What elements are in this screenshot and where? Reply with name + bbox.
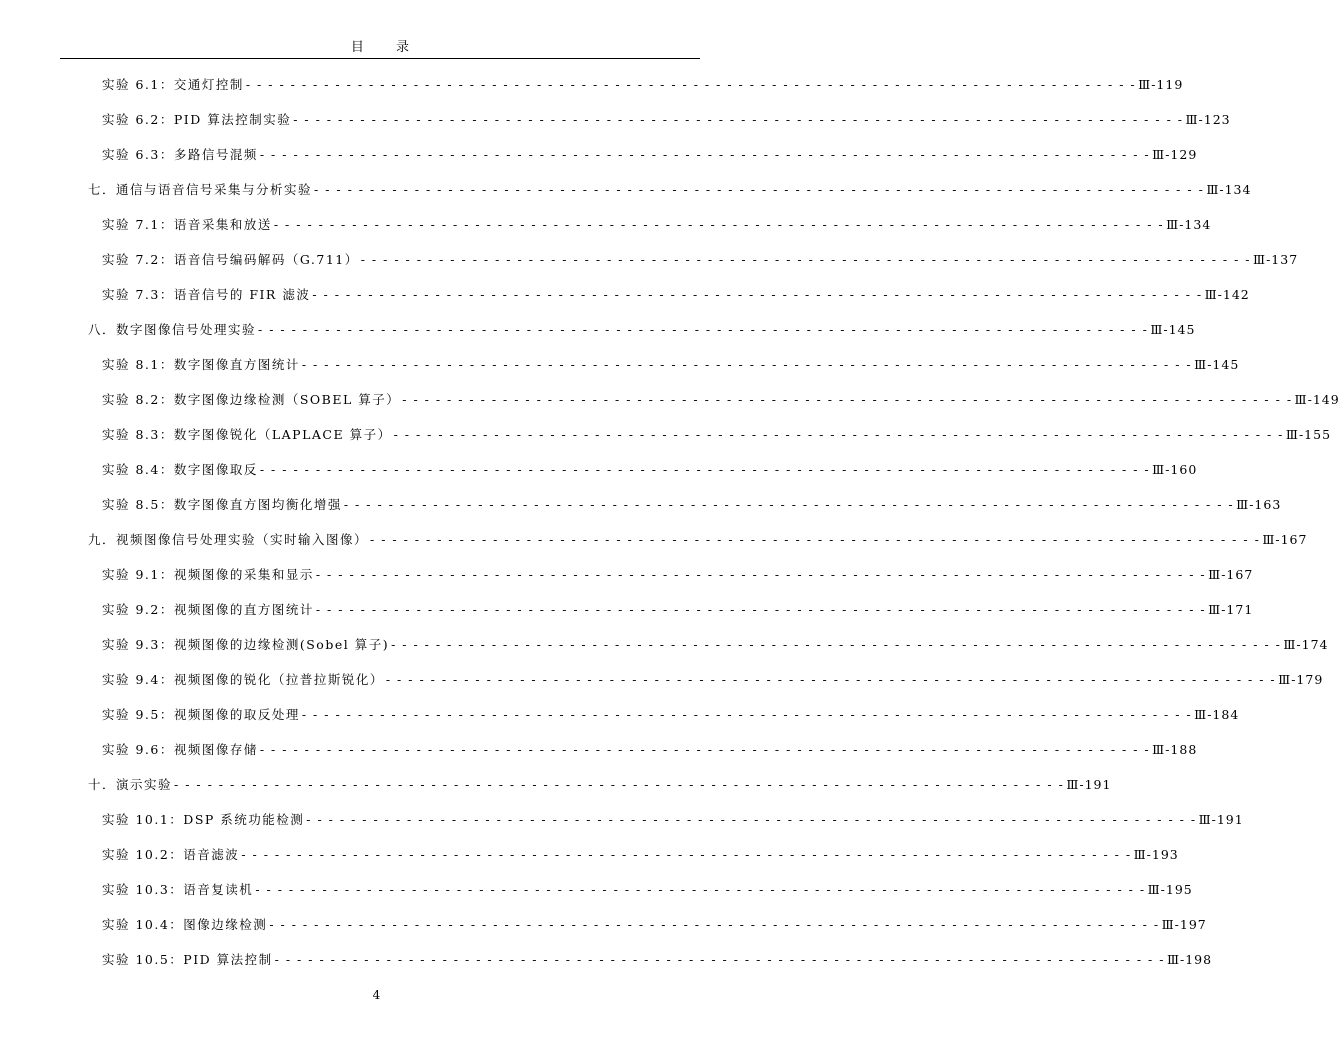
toc-entry-title: 实验 7.3：语音信号的 FIR 滤波 (102, 287, 311, 302)
toc-entry-page: Ⅲ-179 (1278, 672, 1324, 687)
toc-entry[interactable] (88, 600, 1254, 635)
toc-entry-title: 实验 6.3：多路信号混频 (102, 147, 258, 162)
toc-leader-dots: - - - - - - - - - - - - - - - - - - - - - - - - - - - - - - - - - - - - - - - - - - - - - - - - - - - - - - - - - - - - - - - - - - - - - - - - - - - - - - - - (259, 462, 1151, 477)
toc-entry-page: Ⅲ-188 (1152, 742, 1198, 757)
toc-leader-dots: - - - - - - - - - - - - - - - - - - - - - - - - - - - - - - - - - - - - - - - - - - - - - - - - - - - - - - - - - - - - - - - - - - - - - - - - - - - - - - - - (391, 637, 1282, 652)
toc-entry-page: Ⅲ-193 (1133, 847, 1179, 862)
toc-entry-title: 七．通信与语音信号采集与分析实验 (88, 182, 313, 197)
toc-entry-page: Ⅲ-198 (1166, 952, 1213, 967)
toc-leader-dots: - - - - - - - - - - - - - - - - - - - - - - - - - - - - - - - - - - - - - - - - - - - - - - - - - - - - - - - - - - - - - - - - - - - - - - - - - - - - - - - - (301, 707, 1193, 722)
toc-leader-dots: - - - - - - - - - - - - - - - - - - - - - - - - - - - - - - - - - - - - - - - - - - - - - - - - - - - - - - - - - - - - - - - - - - - - - - - - - - - - - - - - (174, 777, 1065, 792)
toc-entry-page: Ⅲ-142 (1204, 287, 1250, 302)
toc-entry-page: Ⅲ-145 (1150, 322, 1196, 337)
toc-entry[interactable] (88, 740, 1198, 775)
toc-leader-dots: - - - - - - - - - - - - - - - - - - - - - - - - - - - - - - - - - - - - - - - - - - - - - - - - - - - - - - - - - - - - - - - - - - - - - - - - - - - - - - - - (269, 917, 1160, 932)
toc-entry[interactable] (88, 425, 1332, 460)
toc-leader-dots: - - - - - - - - - - - - - - - - - - - - - - - - - - - - - - - - - - - - - - - - - - - - - - - - - - - - - - - - - - - - - - - - - - - - - - - - - - - - - - - - (312, 287, 1203, 302)
toc-leader-dots: - - - - - - - - - - - - - - - - - - - - - - - - - - - - - - - - - - - - - - - - - - - - - - - - - - - - - - - - - - - - - - - - - - - - - - - - - - - - - - - - (360, 252, 1252, 267)
toc-entry[interactable] (88, 880, 1193, 915)
toc-entry-page: Ⅲ-163 (1236, 497, 1282, 512)
toc-entry-page: Ⅲ-167 (1208, 567, 1254, 582)
toc-leader-dots: - - - - - - - - - - - - - - - - - - - - - - - - - - - - - - - - - - - - - - - - - - - - - - - - - - - - - - - - - - - - - - - - - - - - - - - - - - - - - - - - (385, 672, 1277, 687)
toc-leader-dots: - - - - - - - - - - - - - - - - - - - - - - - - - - - - - - - - - - - - - - - - - - - - - - - - - - - - - - - - - - - - - - - - - - - - - - - - - - - - - - - - (402, 392, 1293, 407)
toc-entry[interactable] (88, 250, 1299, 285)
toc-entry-title: 实验 6.1：交通灯控制 (102, 77, 244, 92)
toc-entry-page: Ⅲ-145 (1194, 357, 1240, 372)
toc-leader-dots: - - - - - - - - - - - - - - - - - - - - - - - - - - - - - - - - - - - - - - - - - - - - - - - - - - - - - - - - - - - - - - - - - - - - - - - - - - - - - - - - (274, 952, 1165, 967)
toc-entry-page: Ⅲ-134 (1166, 217, 1212, 232)
toc-entry-title: 实验 8.3：数字图像锐化（LAPLACE 算子） (102, 427, 392, 442)
toc-entry[interactable] (88, 810, 1244, 845)
toc-entry[interactable] (88, 215, 1212, 250)
toc-leader-dots: - - - - - - - - - - - - - - - - - - - - - - - - - - - - - - - - - - - - - - - - - - - - - - - - - - - - - - - - - - - - - - - - - - - - - - - - - - - - - - - - (255, 882, 1146, 897)
toc-entry[interactable] (88, 110, 1231, 145)
toc-entry-page: Ⅲ-184 (1194, 707, 1240, 722)
toc-entry-page: Ⅲ-167 (1262, 532, 1308, 547)
toc-entry-title: 实验 8.4：数字图像取反 (102, 462, 258, 477)
toc-entry-title: 实验 7.1：语音采集和放送 (102, 217, 272, 232)
toc-leader-dots: - - - - - - - - - - - - - - - - - - - - - - - - - - - - - - - - - - - - - - - - - - - - - - - - - - - - - - - - - - - - - - - - - - - - - - - - - - - - - - - - (241, 847, 1132, 862)
toc-leader-dots: - - - - - - - - - - - - - - - - - - - - - - - - - - - - - - - - - - - - - - - - - - - - - - - - - - - - - - - - - - - - - - - - - - - - - - - - - - - - - - - - (258, 322, 1149, 337)
toc-entry[interactable] (88, 495, 1282, 530)
toc-entry[interactable] (88, 670, 1324, 705)
toc-entry-page: Ⅲ-137 (1253, 252, 1299, 267)
toc-entry-page: Ⅲ-171 (1208, 602, 1254, 617)
toc-entry[interactable] (88, 460, 1198, 495)
toc-entry-title: 八．数字图像信号处理实验 (88, 322, 257, 337)
toc-entry-page: Ⅲ-195 (1147, 882, 1193, 897)
toc-entry-page: Ⅲ-160 (1152, 462, 1198, 477)
toc-entry-title: 实验 8.1：数字图像直方图统计 (102, 357, 300, 372)
toc-entry-title: 十．演示实验 (88, 777, 173, 792)
toc-entry-page: Ⅲ-129 (1152, 147, 1198, 162)
toc-entry[interactable] (88, 355, 1240, 390)
toc-entry-page: Ⅲ-191 (1198, 812, 1244, 827)
toc-leader-dots: - - - - - - - - - - - - - - - - - - - - - - - - - - - - - - - - - - - - - - - - - - - - - - - - - - - - - - - - - - - - - - - - - - - - - - - - - - - - - - - - (301, 357, 1193, 372)
toc-entry-page: Ⅲ-119 (1138, 77, 1184, 92)
toc-leader-dots: - - - - - - - - - - - - - - - - - - - - - - - - - - - - - - - - - - - - - - - - - - - - - - - - - - - - - - - - - - - - - - - - - - - - - - - - - - - - - - - - (370, 532, 1261, 547)
header-rule (60, 58, 700, 59)
toc-leader-dots: - - - - - - - - - - - - - - - - - - - - - - - - - - - - - - - - - - - - - - - - - - - - - - - - - - - - - - - - - - - - - - - - - - - - - - - - - - - - - - - - (314, 182, 1205, 197)
toc-entry-title: 实验 8.2：数字图像边缘检测（SOBEL 算子） (102, 392, 401, 407)
toc-leader-dots: - - - - - - - - - - - - - - - - - - - - - - - - - - - - - - - - - - - - - - - - - - - - - - - - - - - - - - - - - - - - - - - - - - - - - - - - - - - - - - - - (293, 112, 1184, 127)
toc-entry-title: 实验 6.2：PID 算法控制实验 (102, 112, 292, 127)
toc-entry[interactable] (88, 180, 1252, 215)
toc-entry-page: Ⅲ-174 (1283, 637, 1329, 652)
toc-leader-dots: - - - - - - - - - - - - - - - - - - - - - - - - - - - - - - - - - - - - - - - - - - - - - - - - - - - - - - - - - - - - - - - - - - - - - - - - - - - - - - - - (315, 602, 1207, 617)
toc-entry[interactable] (88, 75, 1184, 110)
toc-entry[interactable] (88, 845, 1179, 880)
toc-leader-dots: - - - - - - - - - - - - - - - - - - - - - - - - - - - - - - - - - - - - - - - - - - - - - - - - - - - - - - - - - - - - - - - - - - - - - - - - - - - - - - - - (393, 427, 1284, 442)
toc-entry-page: Ⅲ-155 (1285, 427, 1332, 442)
toc-leader-dots: - - - - - - - - - - - - - - - - - - - - - - - - - - - - - - - - - - - - - - - - - - - - - - - - - - - - - - - - - - - - - - - - - - - - - - - - - - - - - - - - (259, 742, 1151, 757)
toc-entry-title: 实验 10.1：DSP 系统功能检测 (102, 812, 305, 827)
toc-entry-title: 实验 10.3：语音复读机 (102, 882, 254, 897)
toc-entry-page: Ⅲ-123 (1185, 112, 1231, 127)
toc-leader-dots: - - - - - - - - - - - - - - - - - - - - - - - - - - - - - - - - - - - - - - - - - - - - - - - - - - - - - - - - - - - - - - - - - - - - - - - - - - - - - - - - (259, 147, 1151, 162)
toc-entry-title: 实验 10.4：图像边缘检测 (102, 917, 268, 932)
toc-entry-page: Ⅲ-197 (1161, 917, 1207, 932)
toc-entry-title: 实验 9.6：视频图像存储 (102, 742, 258, 757)
page-number: 4 (372, 988, 381, 1002)
toc-entry-title: 实验 9.4：视频图像的锐化（拉普拉斯锐化） (102, 672, 384, 687)
table-of-contents (88, 75, 1340, 985)
toc-leader-dots: - - - - - - - - - - - - - - - - - - - - - - - - - - - - - - - - - - - - - - - - - - - - - - - - - - - - - - - - - - - - - - - - - - - - - - - - - - - - - - - - (306, 812, 1197, 827)
toc-entry-title: 九．视频图像信号处理实验（实时输入图像） (88, 532, 369, 547)
toc-entry[interactable] (88, 390, 1340, 425)
page-header-title: 目 录 (350, 40, 424, 55)
toc-entry[interactable] (88, 145, 1198, 180)
toc-leader-dots: - - - - - - - - - - - - - - - - - - - - - - - - - - - - - - - - - - - - - - - - - - - - - - - - - - - - - - - - - - - - - - - - - - - - - - - - - - - - - - - - (315, 567, 1207, 582)
toc-entry-page: Ⅲ-149 (1294, 392, 1340, 407)
toc-leader-dots: - - - - - - - - - - - - - - - - - - - - - - - - - - - - - - - - - - - - - - - - - - - - - - - - - - - - - - - - - - - - - - - - - - - - - - - - - - - - - - - - (343, 497, 1235, 512)
toc-entry[interactable] (88, 320, 1196, 355)
toc-entry[interactable] (88, 285, 1250, 320)
toc-entry[interactable] (88, 775, 1112, 810)
toc-entry-title: 实验 9.3：视频图像的边缘检测(Sobel 算子) (102, 637, 390, 652)
toc-entry[interactable] (88, 530, 1308, 565)
toc-entry-title: 实验 10.2：语音滤波 (102, 847, 240, 862)
toc-entry[interactable] (88, 635, 1329, 670)
toc-leader-dots: - - - - - - - - - - - - - - - - - - - - - - - - - - - - - - - - - - - - - - - - - - - - - - - - - - - - - - - - - - - - - - - - - - - - - - - - - - - - - - - - (273, 217, 1165, 232)
toc-entry[interactable] (88, 915, 1207, 950)
toc-entry-page: Ⅲ-134 (1206, 182, 1252, 197)
toc-entry-title: 实验 7.2：语音信号编码解码（G.711） (102, 252, 359, 267)
toc-entry-title: 实验 10.5：PID 算法控制 (102, 952, 273, 967)
toc-leader-dots: - - - - - - - - - - - - - - - - - - - - - - - - - - - - - - - - - - - - - - - - - - - - - - - - - - - - - - - - - - - - - - - - - - - - - - - - - - - - - - - - (245, 77, 1137, 92)
toc-entry-title: 实验 9.2：视频图像的直方图统计 (102, 602, 314, 617)
toc-entry-title: 实验 8.5：数字图像直方图均衡化增强 (102, 497, 342, 512)
toc-entry[interactable] (88, 565, 1254, 600)
toc-entry-title: 实验 9.1：视频图像的采集和显示 (102, 567, 314, 582)
toc-entry-page: Ⅲ-191 (1066, 777, 1112, 792)
toc-entry[interactable] (88, 950, 1213, 985)
toc-entry-title: 实验 9.5：视频图像的取反处理 (102, 707, 300, 722)
toc-entry[interactable] (88, 705, 1240, 740)
